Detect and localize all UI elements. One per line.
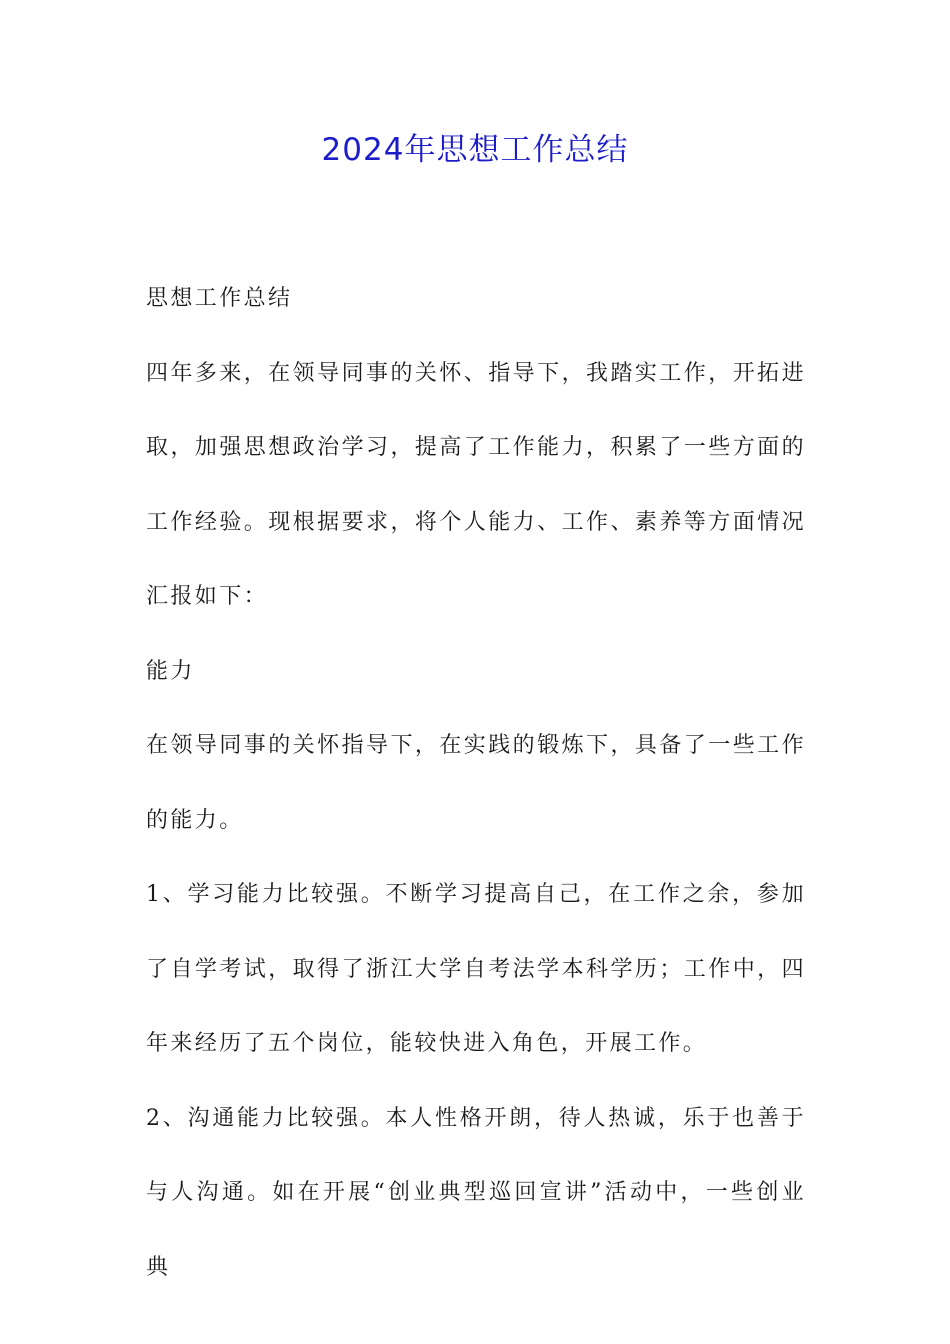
paragraph-communication-ability: 2、沟通能力比较强。本人性格开朗，待人热诚，乐于也善于与人沟通。如在开展“创业典型巡回宣讲”活动中，一些创业典 <box>146 1105 806 1280</box>
document-body <box>146 262 806 1305</box>
paragraph-heading: 思想工作总结 <box>146 286 293 311</box>
section-heading-ability: 能力 <box>146 658 195 684</box>
paragraph-ability-intro: 在领导同事的关怀指导下，在实践的锻炼下，具备了一些工作的能力。 <box>146 733 806 833</box>
document-title: 2024年思想工作总结 <box>321 132 629 168</box>
paragraph-intro: 四年多来，在领导同事的关怀、指导下，我踏实工作，开拓进取，加强思想政治学习，提高了工作能力，积累了一些方面的工作经验。现根据要求，将个人能力、工作、素养等方面情况汇报如下： <box>146 360 806 609</box>
paragraph-learning-ability: 1、学习能力比较强。不断学习提高自己，在工作之余，参加了自学考试，取得了浙江大学自考法学本科学历；工作中，四年来经历了五个岗位，能较快进入角色，开展工作。 <box>146 882 806 1056</box>
